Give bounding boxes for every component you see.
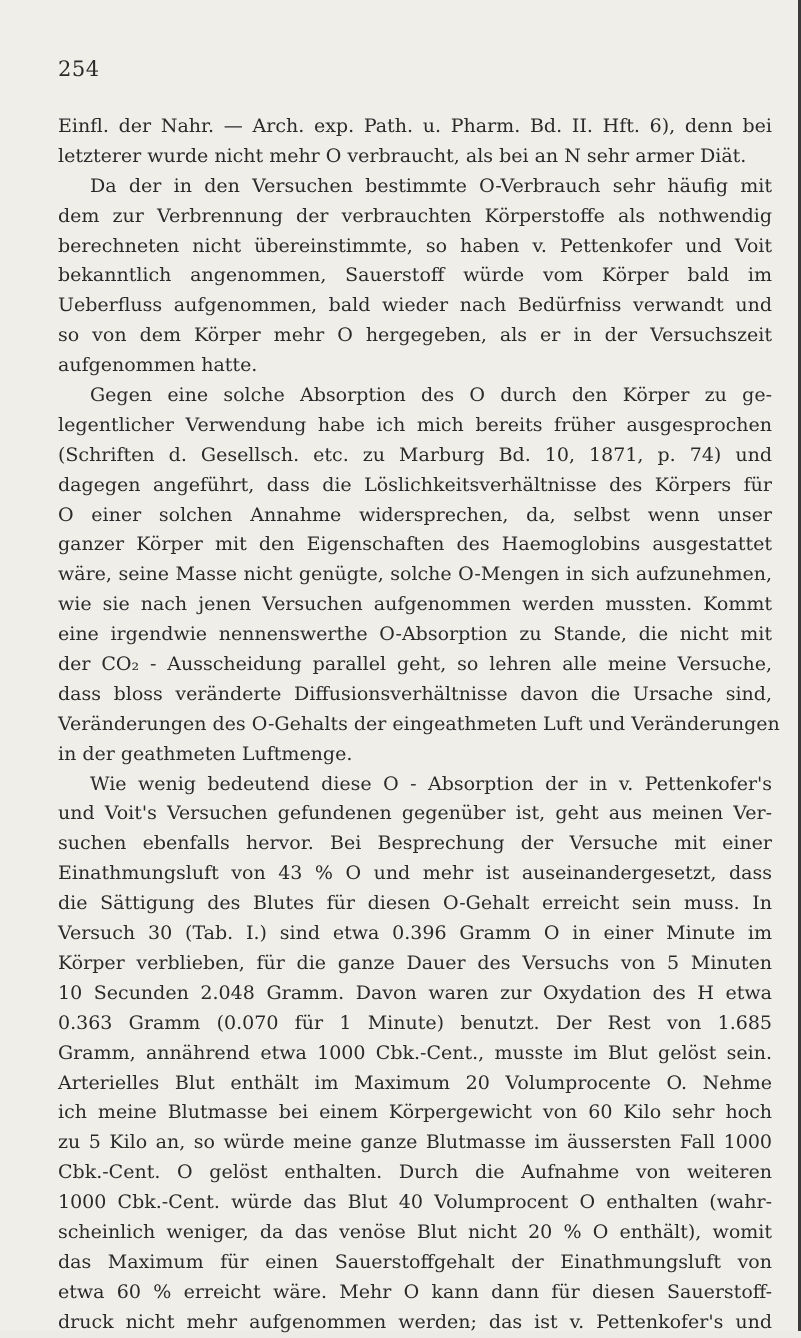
text-line: zu 5 Kilo an, so würde meine ganze Blutmasse im äussersten Fall 1000 — [58, 1131, 772, 1154]
text-line: Ueberfluss aufgenommen, bald wieder nach Bedürfniss verwandt und — [58, 294, 772, 317]
text-line: das Maximum für einen Sauerstoffgehalt der Einathmungsluft von — [58, 1250, 772, 1273]
text-line: Gegen eine solche Absorption des O durch den Körper zu ge- — [90, 384, 772, 407]
text-line: (Schriften d. Gesellsch. etc. zu Marburg Bd. 10, 1871, p. 74) und — [58, 443, 772, 466]
text-line: Cbk.-Cent. O gelöst enthalten. Durch die Aufnahme von weiteren — [58, 1161, 772, 1184]
text-line: scheinlich weniger, da das venöse Blut nicht 20 % O enthält), womit — [58, 1220, 772, 1243]
text-line: druck nicht mehr aufgenommen werden; das ist v. Pettenkofer's und — [58, 1310, 772, 1333]
text-line: Einfl. der Nahr. — Arch. exp. Path. u. Pharm. Bd. II. Hft. 6), denn bei — [58, 115, 772, 137]
text-line: wäre, seine Masse nicht genügte, solche O-Mengen in sich aufzunehmen, — [58, 563, 772, 586]
text-line: dem zur Verbrennung der verbrauchten Körperstoffe als nothwendig — [58, 204, 772, 227]
text-line: Einathmungsluft von 43 % O und mehr ist auseinandergesetzt, dass — [58, 862, 772, 885]
text-line: Arterielles Blut enthält im Maximum 20 Volumprocente O. Nehme — [58, 1071, 772, 1094]
text-line: bekanntlich angenommen, Sauerstoff würde vom Körper bald im — [58, 264, 772, 287]
text-line: letzterer wurde nicht mehr O verbraucht, als bei an N sehr armer Diät. — [58, 144, 747, 167]
text-line: suchen ebenfalls hervor. Bei Besprechung der Versuche mit einer — [58, 832, 772, 855]
text-line: ganzer Körper mit den Eigenschaften des Haemoglobins ausgestattet — [58, 533, 772, 556]
text-line: Wie wenig bedeutend diese O - Absorption der in v. Pettenkofer's — [90, 772, 772, 795]
text-line: etwa 60 % erreicht wäre. Mehr O kann dann für diesen Sauerstoff- — [58, 1280, 772, 1303]
text-line: ich meine Blutmasse bei einem Körpergewicht von 60 Kilo sehr hoch — [58, 1101, 772, 1124]
text-line: Gramm, annährend etwa 1000 Cbk.-Cent., musste im Blut gelöst sein. — [58, 1041, 772, 1064]
text-line: 0.363 Gramm (0.070 für 1 Minute) benutzt. Der Rest von 1.685 — [58, 1011, 772, 1034]
text-line: Körper verblieben, für die ganze Dauer des Versuchs von 5 Minuten — [58, 951, 772, 974]
text-line: eine irgendwie nennenswerthe O-Absorption zu Stande, die nicht mit — [58, 623, 772, 646]
text-line: in der geathmeten Luftmenge. — [58, 742, 353, 765]
page-number: 254 — [58, 57, 100, 81]
text-line: O einer solchen Annahme widersprechen, da, selbst wenn unser — [58, 503, 772, 526]
text-line: 10 Secunden 2.048 Gramm. Davon waren zur Oxydation des H etwa — [58, 981, 772, 1004]
text-line: legentlicher Verwendung habe ich mich bereits früher ausgesprochen — [58, 413, 772, 436]
text-line: wie sie nach jenen Versuchen aufgenommen werden mussten. Kommt — [58, 593, 772, 616]
text-line: die Sättigung des Blutes für diesen O-Gehalt erreicht sein muss. In — [58, 892, 772, 915]
text-line: dagegen angeführt, dass die Löslichkeitsverhältnisse des Körpers für — [58, 473, 772, 496]
body-text — [58, 112, 780, 1338]
text-line: berechneten nicht übereinstimmte, so haben v. Pettenkofer und Voit — [58, 234, 772, 257]
text-line: Versuch 30 (Tab. I.) sind etwa 0.396 Gramm O in einer Minute im — [58, 922, 772, 945]
text-line: so von dem Körper mehr O hergegeben, als er in der Versuchszeit — [58, 324, 772, 347]
text-line: 1000 Cbk.-Cent. würde das Blut 40 Volumprocent O enthalten (wahr- — [58, 1191, 772, 1214]
text-line: dass bloss veränderte Diffusionsverhältnisse davon die Ursache sind, — [58, 682, 772, 705]
text-line: Da der in den Versuchen bestimmte O-Verbrauch sehr häufig mit — [90, 174, 772, 197]
text-line: aufgenommen hatte. — [58, 354, 258, 377]
text-line: der CO₂ - Ausscheidung parallel geht, so lehren alle meine Versuche, — [58, 653, 772, 676]
text-line: Veränderungen des O-Gehalts der eingeathmeten Luft und Veränderungen — [58, 712, 780, 735]
text-line: und Voit's Versuchen gefundenen gegenüber ist, geht aus meinen Ver- — [58, 802, 772, 825]
